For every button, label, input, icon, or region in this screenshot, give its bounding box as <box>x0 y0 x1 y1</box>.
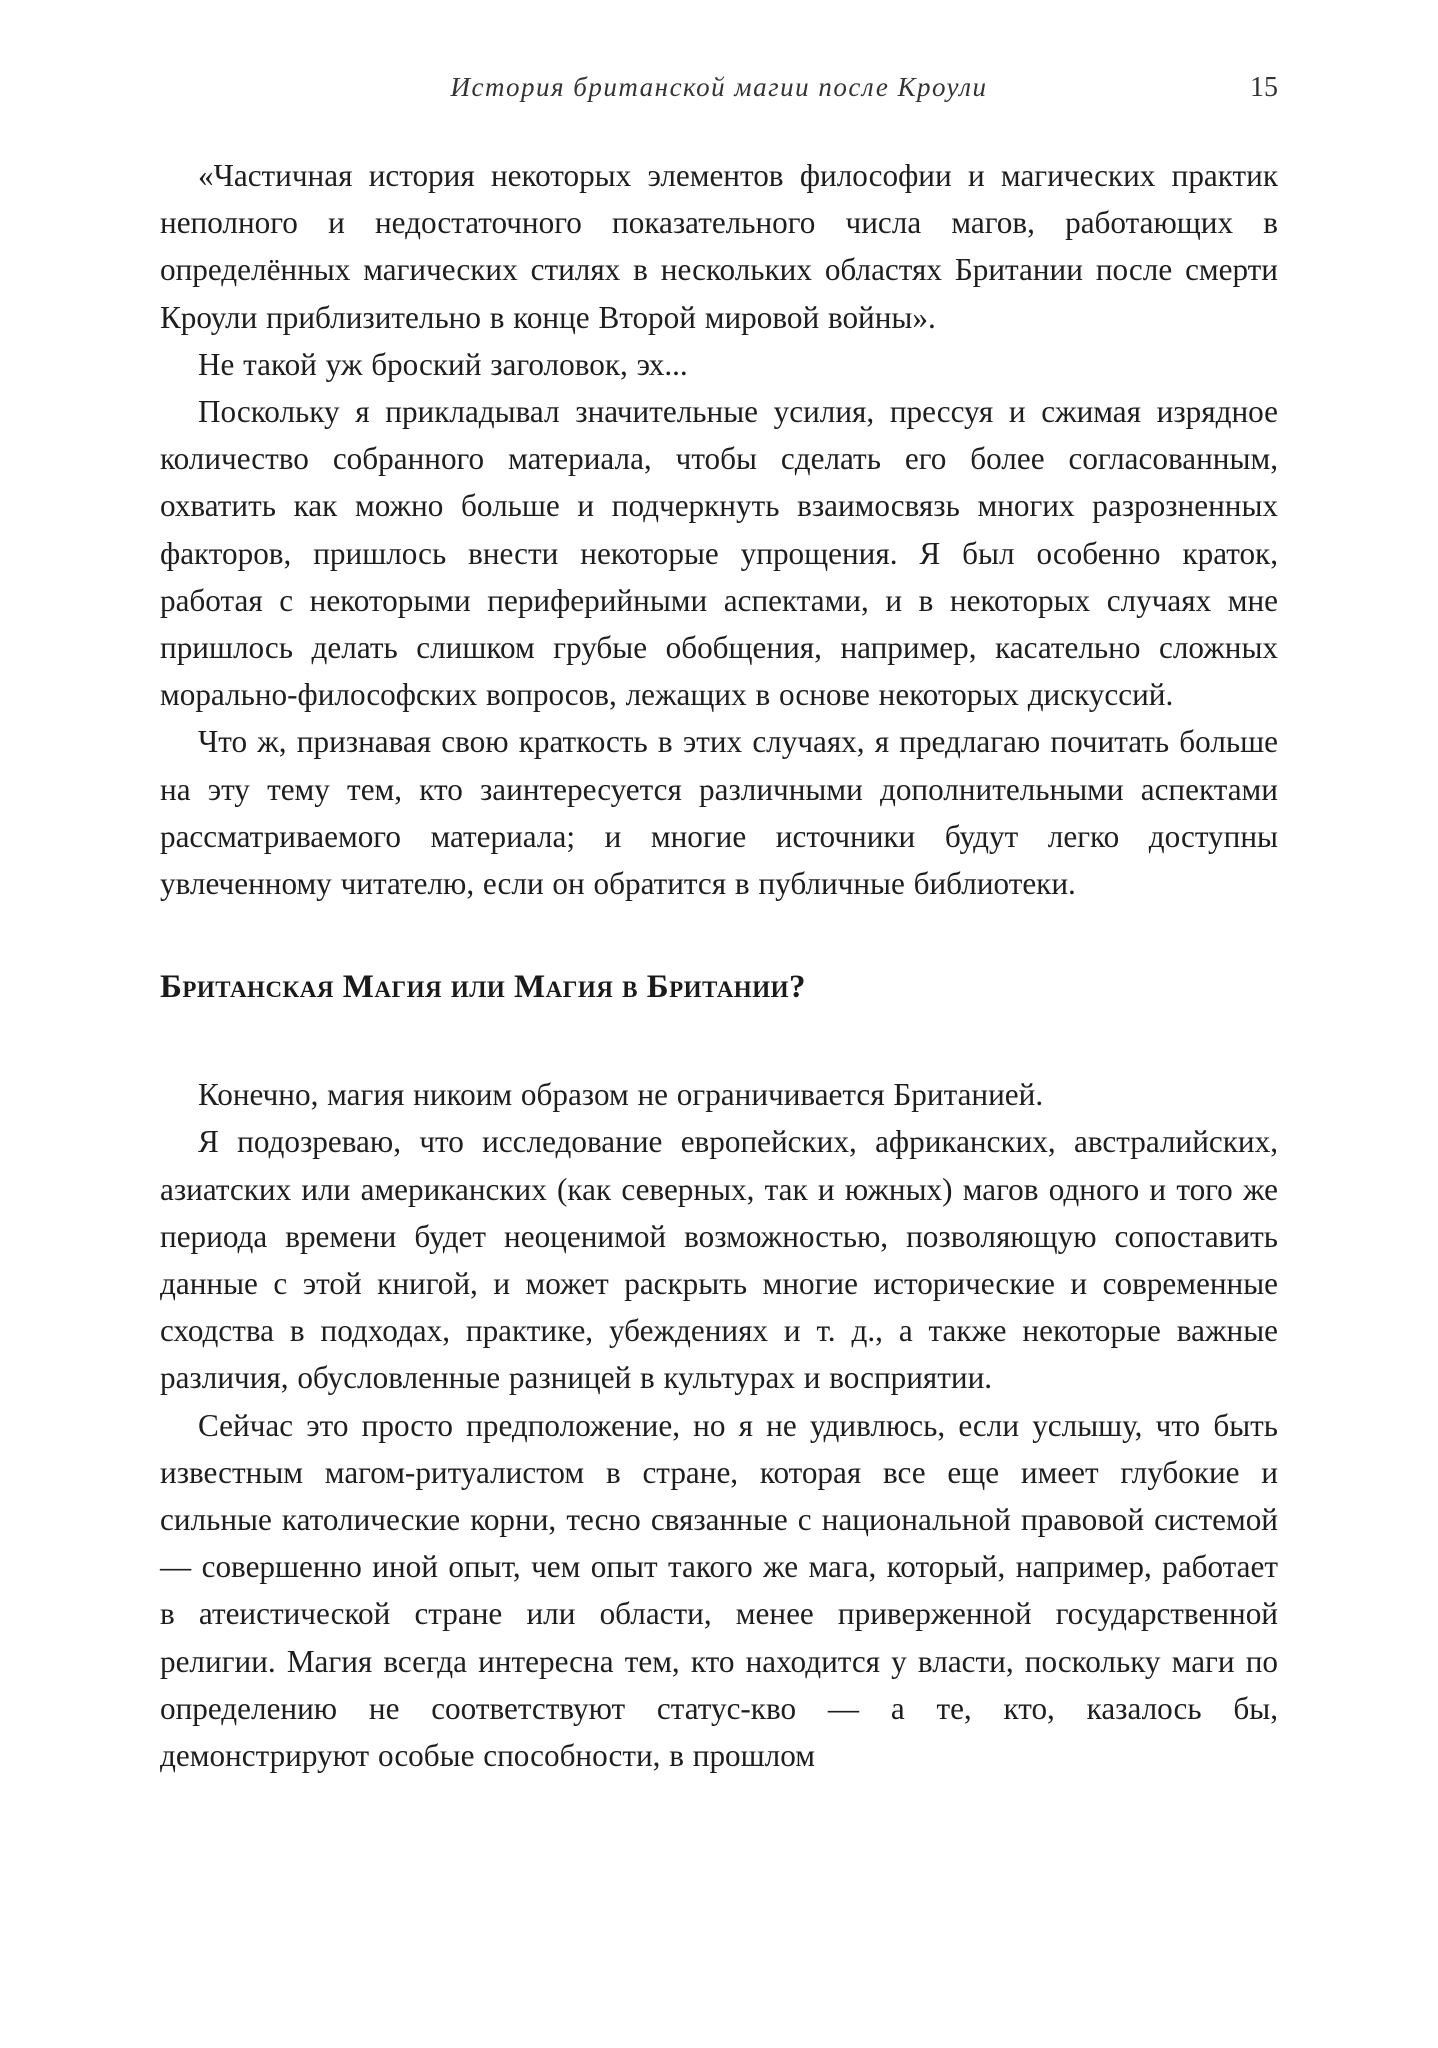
page-number: 15 <box>1250 72 1278 103</box>
paragraph-not-limited: Конечно, магия никоим образом не ограничивается Британией. <box>198 1077 1044 1113</box>
running-header <box>160 72 1278 112</box>
paragraph-quote-title: «Частичная история некоторых элементов философии и магических практик неполного и недостаточного показательного числа магов, работающих в определённых магических стилях в нескольких областях Британии после смерти Кроули приблизительно в конце Второй мировой войны». <box>160 158 1278 335</box>
paragraph-further-reading: Что ж, признавая свою краткость в этих случаях, я предлагаю почитать больше на эту тему тем, кто заинтересуется различными дополнительными аспектами рассматриваемого материала; и многие источники будут легко доступны увлеченному читателю, если он обратится в публичные библиотеки. <box>160 724 1278 902</box>
paragraph-simplifications: Поскольку я прикладывал значительные усилия, прессуя и сжимая изрядное количество собранного материала, чтобы сделать его более согласованным, охватить как можно больше и подчеркнуть взаимосвязь многих разрозненных факторов, пришлось внести некоторые упрощения. Я был особенно краток, работая с некоторыми периферийными аспектами, и в некоторых случаях мне пришлось делать слишком грубые обобщения, например, касательно сложных морально-философских вопросов, лежащих в основе некоторых дискуссий. <box>160 394 1278 713</box>
running-title: История британской магии после Кроули <box>450 72 988 102</box>
paragraph-comparison: Я подозреваю, что исследование европейских, африканских, австралийских, азиатских или американских (как северных, так и южных) магов одного и того же периода времени будет неоценимой возможностью, позволяющую сопоставить данные с этой книгой, и может раскрыть многие исторические и современные сходства в подходах, практике, убеждениях и т. д., а также некоторые важные различия, обусловленные разницей в культурах и восприятии. <box>160 1124 1278 1396</box>
section-heading: Британская Магия или Магия в Британии? <box>160 969 806 1006</box>
page-body <box>160 152 1278 1779</box>
paragraph-assumption: Сейчас это просто предположение, но я не удивлюсь, если услышу, что быть известным магом-ритуалистом в стране, которая все еще имеет глубокие и сильные католические корни, тесно связанные с национальной правовой системой — совершенно иной опыт, чем опыт такого же мага, который, например, работает в атеистической стране или области, менее приверженной государственной религии. Магия всегда интересна тем, кто находится у власти, поскольку маги по определению не соответствуют статус-кво — а те, кто, казалось бы, демонстрируют особые способности, в прошлом <box>160 1407 1278 1774</box>
paragraph-remark: Не такой уж броский заголовок, эх... <box>198 346 688 382</box>
